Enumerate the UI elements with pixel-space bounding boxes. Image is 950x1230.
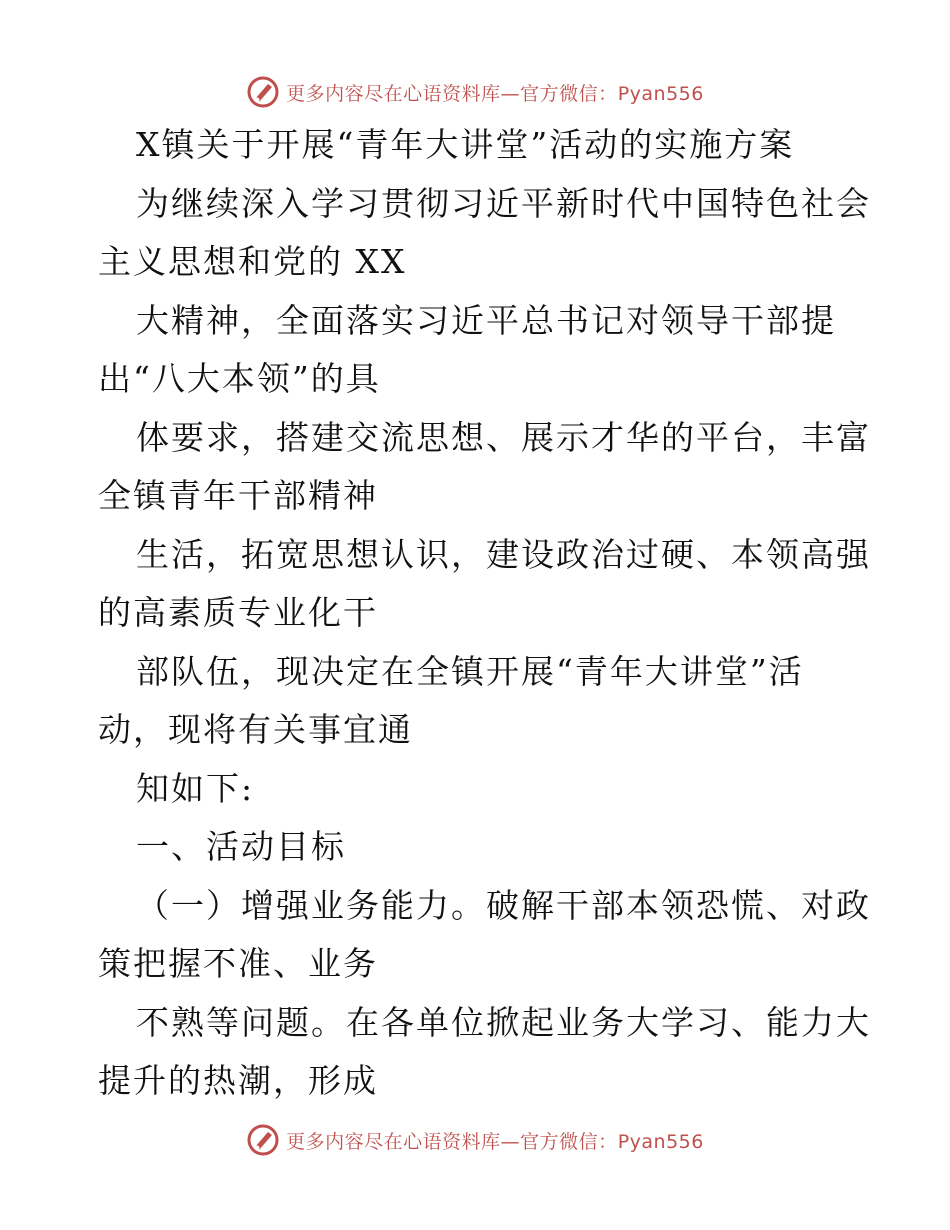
paragraph-line: 知如下: [136, 768, 255, 808]
document-body [98, 116, 871, 1111]
paragraph-line: 生活，拓宽思想认识，建设政治过硬、本领高强 [136, 534, 871, 574]
paragraph-line: 大精神，全面落实习近平总书记对领导干部提 [136, 300, 836, 340]
header-banner-dash: — [500, 82, 521, 105]
header-banner-main: 更多内容尽在心语资料库 [286, 82, 501, 105]
footer-banner-dash: — [500, 1130, 521, 1153]
paragraph-line: 一、活动目标 [136, 827, 346, 866]
header-banner-text [286, 79, 704, 106]
paragraph-line: 体要求，搭建交流思想、展示才华的平台，丰富 [136, 417, 871, 457]
header-banner-sub: 官方微信： [520, 82, 618, 105]
footer-banner-wechat: Pyan556 [617, 1130, 704, 1153]
paragraph-line: 为继续深入学习贯彻习近平新时代中国特色社会 [136, 183, 871, 223]
paragraph-line: 不熟等问题。在各单位掀起业务大学习、能力大 [136, 1002, 871, 1042]
footer-banner-sub: 官方微信： [520, 1130, 618, 1153]
header-banner-wechat: Pyan556 [617, 82, 704, 105]
paragraph-line: 出“八大本领”的具 [98, 359, 381, 398]
paragraph-line: 动，现将有关事宜通 [98, 710, 413, 749]
footer-banner-main: 更多内容尽在心语资料库 [286, 1130, 501, 1153]
paragraph-line: （一）增强业务能力。破解干部本领恐慌、对政 [136, 885, 871, 925]
paragraph-line: 全镇青年干部精神 [98, 476, 378, 515]
footer-banner [0, 1120, 950, 1160]
paragraph-line: 部队伍，现决定在全镇开展“青年大讲堂”活 [136, 651, 804, 691]
paragraph-line: 的高素质专业化干 [98, 593, 378, 632]
red-circle-pen-logo-icon [246, 75, 280, 109]
paragraph-line: 策把握不准、业务 [98, 944, 378, 983]
header-banner [0, 72, 950, 112]
footer-banner-text [286, 1127, 704, 1154]
paragraph-line: 提升的热潮，形成 [98, 1061, 378, 1100]
paragraph-line: 主义思想和党的 XX [98, 242, 407, 281]
document-title: X镇关于开展“青年大讲堂”活动的实施方案 [136, 125, 795, 164]
red-circle-pen-logo-icon [246, 1123, 280, 1157]
